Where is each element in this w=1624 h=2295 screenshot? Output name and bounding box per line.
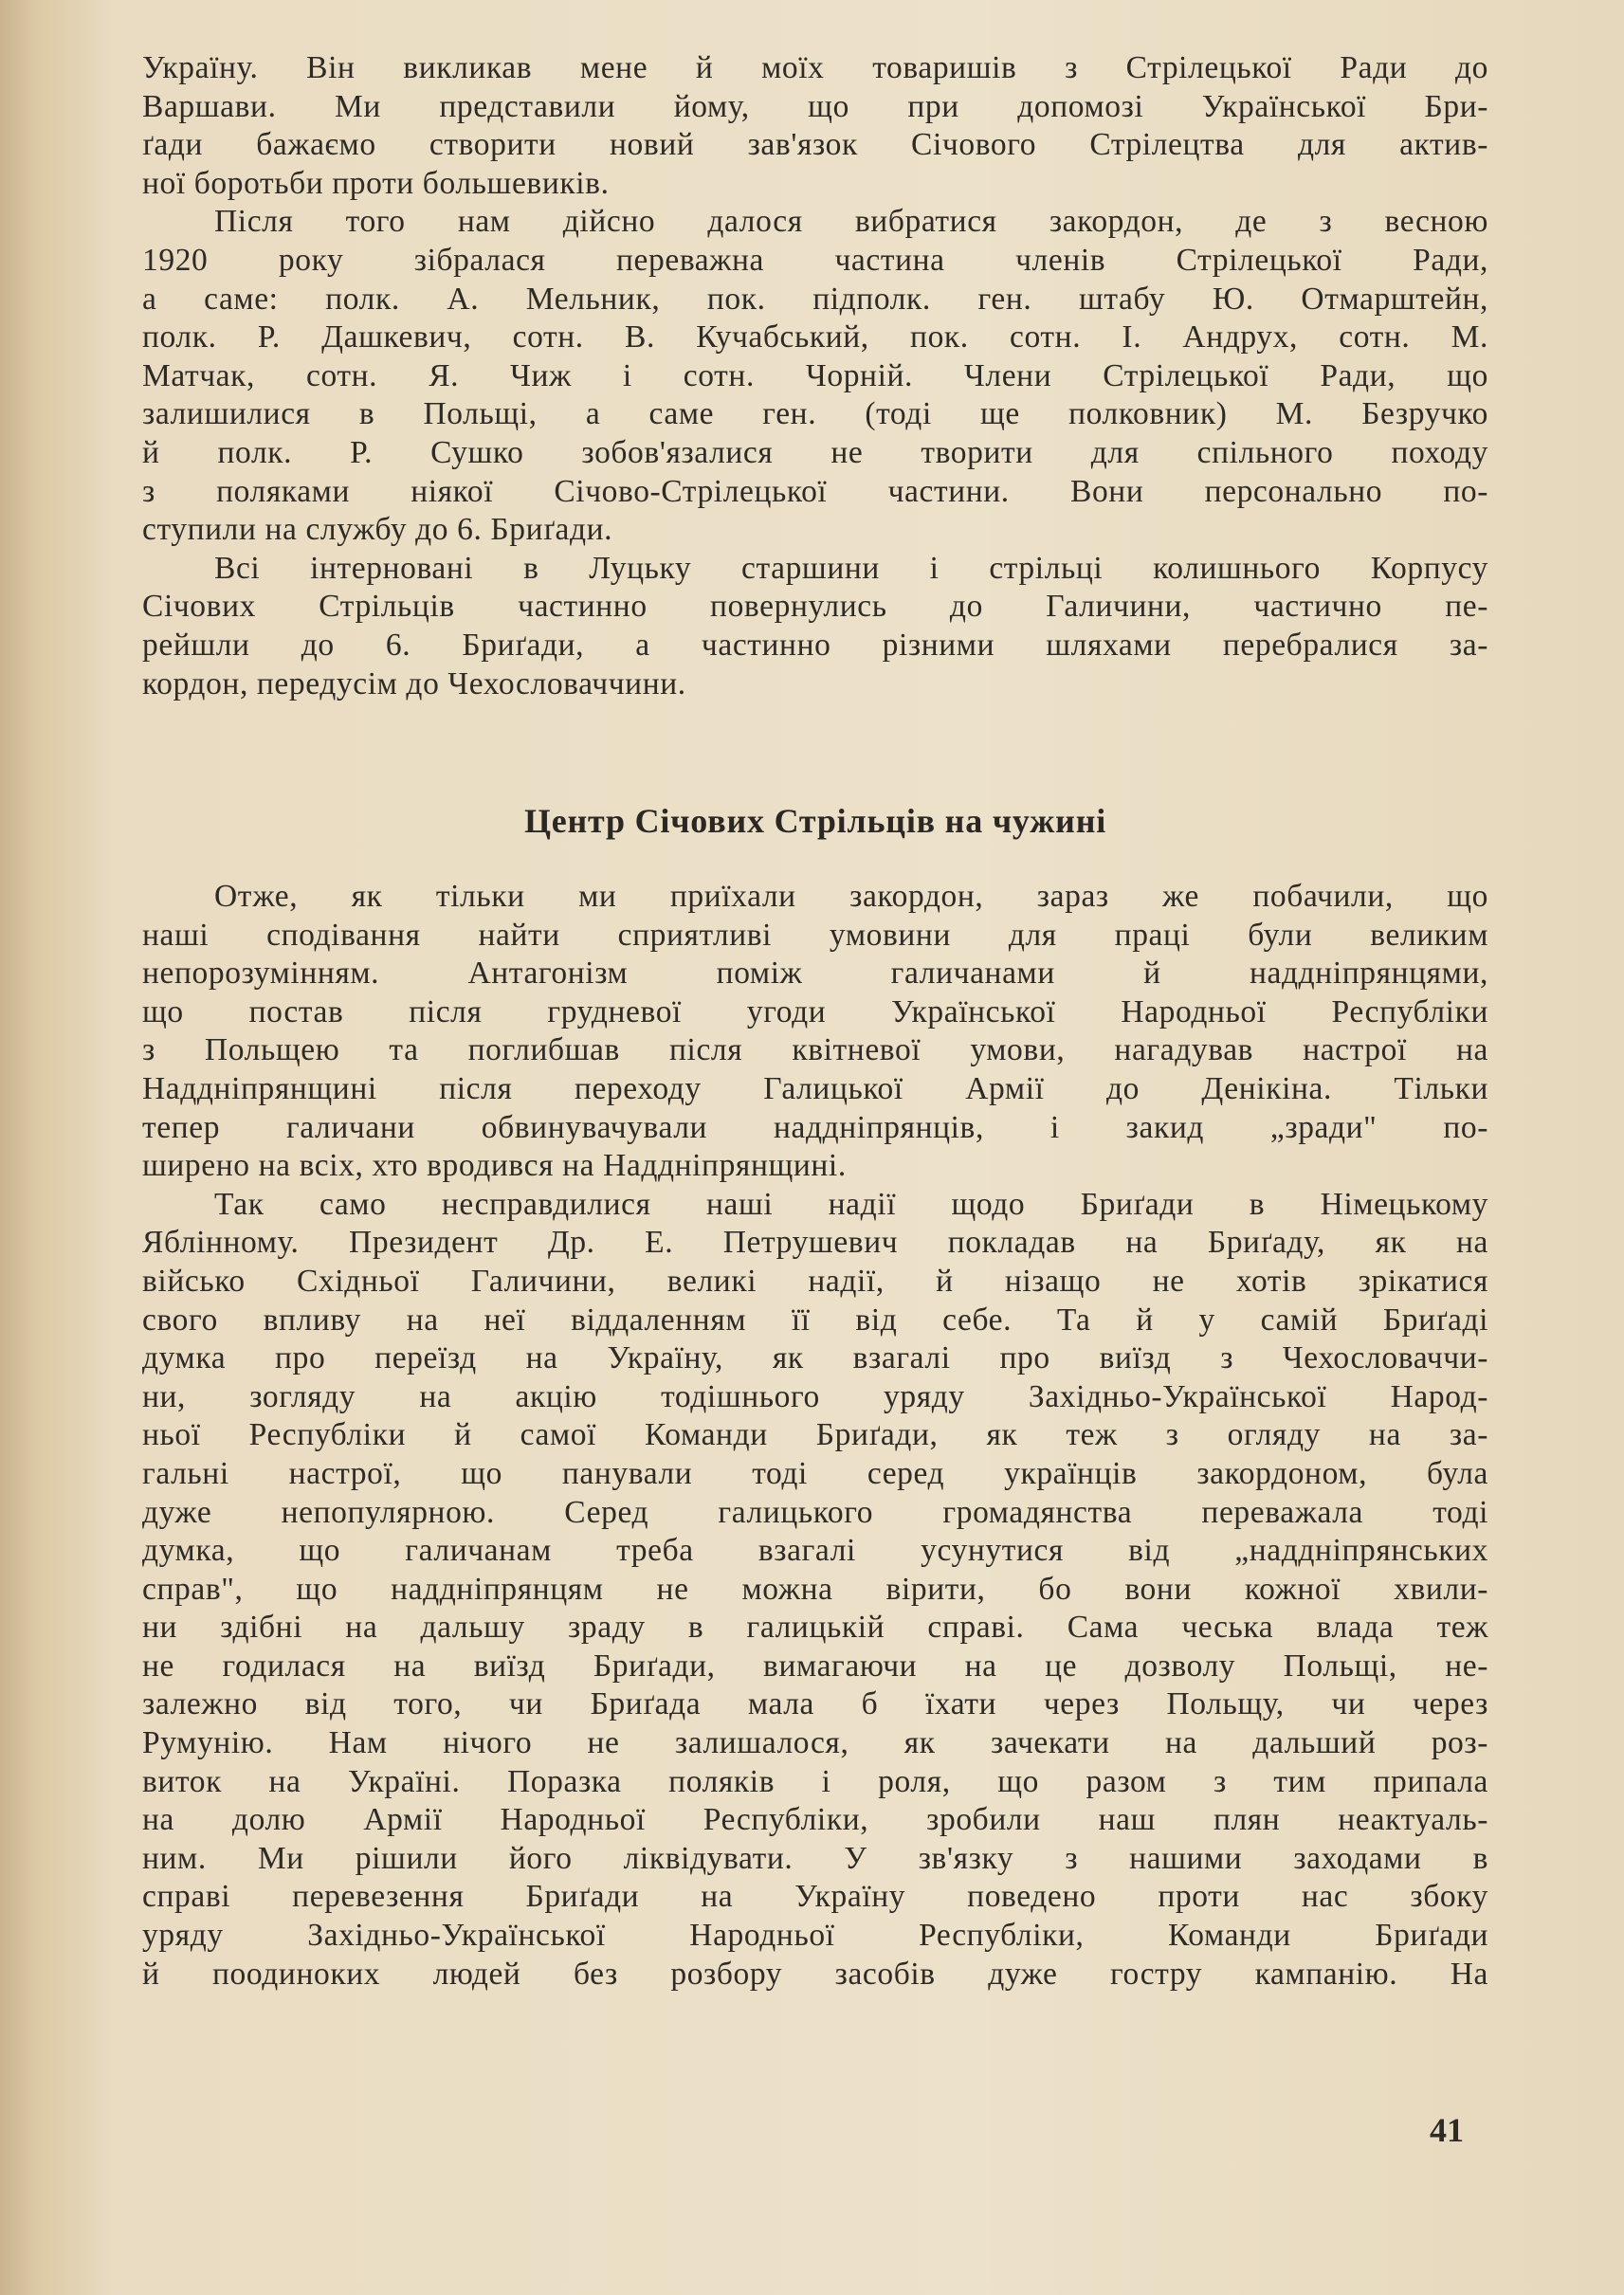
text-line: ґади бажаємо створити новий зав'язок Січового Стрілецтва для актив- bbox=[142, 127, 1488, 163]
text-line: справі перевезення Бриґади на Україну поведено проти нас збоку bbox=[142, 1879, 1488, 1915]
text-line: й полк. Р. Сушко зобов'язалися не творити для спільного походу bbox=[142, 434, 1488, 470]
text-line: залишилися в Польщі, а саме ген. (тоді ще полковник) М. Безручко bbox=[142, 396, 1488, 432]
page-number: 41 bbox=[1430, 2111, 1464, 2149]
text-line: що постав після грудневої угоди Української Народньої Республіки bbox=[142, 993, 1488, 1029]
text-line: залежно від того, чи Бриґада мала б їхати через Польщу, чи через bbox=[142, 1686, 1488, 1722]
section-heading: Центр Січових Стрільців на чужині bbox=[523, 802, 1107, 840]
paragraph-council-members bbox=[142, 203, 1488, 549]
text-line: Україну. Він викликав мене й моїх товаришів з Стрілецької Ради до bbox=[142, 50, 1488, 85]
text-section-bottom bbox=[142, 878, 1488, 1994]
text-line: з поляками ніякої Січово-Стрілецької частини. Вони персонально по- bbox=[142, 473, 1488, 509]
paragraph-interned bbox=[142, 550, 1488, 703]
text-line: 1920 року зібралася переважна частина членів Стрілецької Ради, bbox=[142, 242, 1488, 278]
text-line: Так само несправдилися наші надії щодо Бриґади в Німецькому bbox=[214, 1186, 1488, 1222]
text-line: справ", що наддніпрянцям не можна вірити, бо вони кожної хвили- bbox=[142, 1571, 1488, 1607]
text-line: гальні настрої, що панували тоді серед українців закордоном, була bbox=[142, 1455, 1488, 1491]
text-line: дуже непопулярною. Серед галицького громадянства переважала тоді bbox=[142, 1494, 1488, 1530]
paragraph-brigade-hopes bbox=[142, 1186, 1488, 1994]
text-line: ни здібні на дальшу зраду в галицькій справі. Сама чеська влада теж bbox=[142, 1610, 1488, 1646]
text-line: військо Східньої Галичини, великі надії, й нізащо не хотів зрікатися bbox=[142, 1263, 1488, 1299]
text-line: наші сподівання найти сприятливі умовини для праці були великим bbox=[142, 917, 1488, 953]
paragraph-antagonism bbox=[142, 878, 1488, 1186]
paragraph-continuation bbox=[142, 49, 1488, 203]
text-line: не годилася на виїзд Бриґади, вимагаючи на це дозволу Польщі, не- bbox=[142, 1648, 1488, 1684]
text-section-top bbox=[142, 49, 1488, 703]
text-line: Отже, як тільки ми приїхали закордон, зараз же побачили, що bbox=[214, 879, 1488, 914]
text-line: з Польщею та поглибшав після квітневої умови, нагадував настрої на bbox=[142, 1032, 1488, 1068]
text-line: ни, зогляду на акцію тодішнього уряду Західньо-Української Народ- bbox=[142, 1378, 1488, 1414]
text-line: Всі інтерновані в Луцьку старшини і стрільці колишнього Корпусу bbox=[214, 550, 1488, 586]
text-line: а саме: полк. А. Мельник, пок. підполк. ген. штабу Ю. Отмарштейн, bbox=[142, 281, 1488, 317]
text-line: уряду Західньо-Української Народньої Республіки, Команди Бриґади bbox=[142, 1918, 1488, 1954]
text-line: Варшави. Ми представили йому, що при допомозі Української Бри- bbox=[142, 88, 1488, 124]
text-line: рейшли до 6. Бриґади, а частинно різними шляхами перебралися за- bbox=[142, 627, 1488, 663]
text-line: непорозумінням. Антагонізм поміж галичанами й наддніпрянцями, bbox=[142, 956, 1488, 992]
text-line: Яблінному. Президент Др. Е. Петрушевич покладав на Бриґаду, як на bbox=[142, 1225, 1488, 1261]
text-line: Після того нам дійсно далося вибратися закордон, де з весною bbox=[214, 204, 1488, 240]
text-line: ступили на службу до 6. Бриґади. bbox=[142, 512, 613, 548]
text-line: Наддніпрянщині після переходу Галицької Армії до Денікіна. Тільки bbox=[142, 1070, 1488, 1106]
text-line: ним. Ми рішили його ліквідувати. У зв'язку з нашими заходами в bbox=[142, 1840, 1488, 1876]
text-line: полк. Р. Дашкевич, сотн. В. Кучабський, пок. сотн. І. Андрух, сотн. М. bbox=[142, 319, 1488, 355]
text-line: думка про переїзд на Україну, як взагалі про виїзд з Чехословаччи- bbox=[142, 1340, 1488, 1376]
text-line: свого впливу на неї віддаленням її від себе. Та й у самій Бриґаді bbox=[142, 1302, 1488, 1338]
text-line: ньої Республіки й самої Команди Бриґади, як теж з огляду на за- bbox=[142, 1417, 1488, 1453]
text-line: Румунію. Нам нічого не залишалося, як зачекати на дальший роз- bbox=[142, 1725, 1488, 1761]
text-line: й поодиноких людей без розбору засобів дуже гостру кампанію. На bbox=[142, 1956, 1488, 1992]
text-line: тепер галичани обвинувачували наддніпрянців, і закид „зради" по- bbox=[142, 1109, 1488, 1145]
text-line: думка, що галичанам треба взагалі усунутися від „наддніпрянських bbox=[142, 1533, 1488, 1569]
text-line: на долю Армії Народньої Республіки, зробили наш плян неактуаль- bbox=[142, 1802, 1488, 1838]
text-line: Матчак, сотн. Я. Чиж і сотн. Чорній. Члени Стрілецької Ради, що bbox=[142, 357, 1488, 393]
text-line: ширено на всіх, хто вродився на Наддніпрянщині. bbox=[142, 1148, 847, 1184]
text-line: виток на Україні. Поразка поляків і роля, що разом з тим припала bbox=[142, 1763, 1488, 1799]
text-line: ної боротьби проти большевиків. bbox=[142, 165, 610, 201]
text-line: кордон, передусім до Чехословаччини. bbox=[142, 665, 686, 701]
text-line: Січових Стрільців частинно повернулись до Галичини, частично пе- bbox=[142, 589, 1488, 625]
